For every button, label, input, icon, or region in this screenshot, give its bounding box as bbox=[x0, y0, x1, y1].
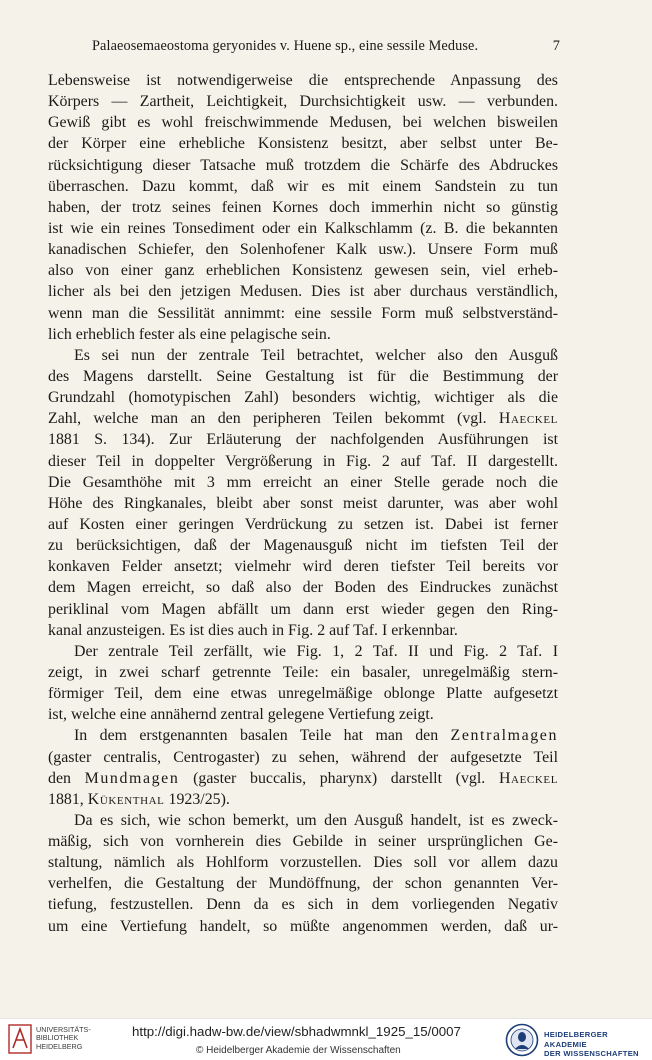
text-line: haben, der trotz seines feinen Kornes doch immerhin nicht so günstig bbox=[48, 198, 558, 216]
text-line: auf Kosten einer geringen Verdrückung zu setzen ist. Dabei ist ferner bbox=[48, 515, 558, 533]
text-fragment: 1923/25). bbox=[168, 790, 230, 808]
text-line: Der zentrale Teil zerfällt, wie Fig. 1, 2 Taf. II und Fig. 2 Taf. I bbox=[74, 642, 558, 660]
text-fragment: den bbox=[48, 769, 71, 787]
text-fragment: In dem erstgenannten basalen Teile hat man den bbox=[74, 727, 439, 745]
text-line bbox=[48, 408, 558, 429]
text-line: 1881 S. 134). Zur Erläuterung der nachfolgenden Ausführungen ist bbox=[48, 431, 558, 449]
academy-seal-icon bbox=[505, 1023, 539, 1057]
text-line bbox=[48, 768, 558, 789]
running-title: Palaeosemaeostoma geryonides v. Huene sp., eine sessile Meduse. bbox=[92, 38, 479, 54]
running-head bbox=[92, 38, 560, 55]
text-line: Grundzahl (homotypischen Zahl) besonders wichtig, wichtiger als die bbox=[48, 389, 558, 407]
text-line: mäßig, sich von vornherein dies Gebilde in seiner ursprünglichen Ge- bbox=[48, 833, 558, 851]
text-line: ist wie ein reines Tonsediment oder ein Kalkschlamm (z. B. die bekannten bbox=[48, 219, 558, 237]
text-line: überraschen. Dazu kommt, daß wir es mit einem Sandstein zu tun bbox=[48, 177, 558, 195]
text-line: licher als bei den jetzigen Medusen. Dies ist aber durchaus verständlich, bbox=[48, 283, 558, 301]
text-fragment: (gaster buccalis, pharynx) darstellt (vgl. bbox=[193, 769, 486, 787]
text-line: dem Magen erreicht, so daß also der Boden des Eindruckes zunächst bbox=[48, 579, 558, 597]
text-line: periklinal vom Magen abfällt um dann erst wieder gegen den Ring- bbox=[48, 600, 558, 618]
text-fragment: 1881, bbox=[48, 790, 84, 808]
text-line: Körpers — Zartheit, Leichtigkeit, Durchsichtigkeit usw. — verbunden. bbox=[48, 93, 558, 111]
text-line: konkaven Felder ansetzt; vielmehr wird deren tiefster Teil bereits vor bbox=[48, 558, 558, 576]
text-line: um eine Vertiefung handelt, so müßte angenommen werden, daß ur- bbox=[48, 917, 558, 935]
text-line: zeigt, in zwei scharf getrennte Teile: ein basaler, unregelmäßig stern- bbox=[48, 663, 558, 681]
text-line: des Magens darstellt. Seine Gestaltung ist für die Bestimmung der bbox=[48, 367, 558, 385]
emphasized-term: Mundmagen bbox=[84, 769, 180, 787]
page-number: 7 bbox=[552, 38, 560, 54]
text-line: Höhe des Ringkanales, bleibt aber sonst meist darunter, was aber wohl bbox=[48, 494, 558, 512]
copyright-notice: © Heidelberger Akademie der Wissenschaften bbox=[196, 1045, 401, 1056]
author-name: Kükenthal bbox=[87, 790, 165, 808]
text-fragment: Zahl, welche man an den peripheren Teilen bekommt (vgl. bbox=[48, 410, 487, 428]
text-line bbox=[48, 725, 558, 746]
text-line: Es sei nun der zentrale Teil betrachtet, welcher also den Ausguß bbox=[74, 346, 558, 364]
text-line: wenn man die Sessilität annimmt: eine sessile Form muß selbstverständ- bbox=[48, 304, 558, 322]
text-line: Da es sich, wie schon bemerkt, um den Ausguß handelt, ist es zweck- bbox=[74, 811, 558, 829]
viewer-footer bbox=[0, 1018, 652, 1060]
text-line bbox=[48, 789, 558, 810]
text-line: lich erheblich fester als eine pelagische sein. bbox=[48, 325, 331, 343]
text-line: also von einer ganz erheblichen Konsistenz gewesen sein, viel erheb- bbox=[48, 262, 558, 280]
text-line: tiefung, festzustellen. Denn da es sich in dem vorliegenden Negativ bbox=[48, 896, 558, 914]
text-line: ist, welche eine annähernd zentral gelegene Vertiefung zeigt. bbox=[48, 706, 434, 724]
text-line: zu berücksichtigen, daß der Magenausguß nicht im tiefsten Teil der bbox=[48, 537, 558, 555]
author-name: Haeckel bbox=[498, 769, 559, 787]
author-name: Haeckel bbox=[498, 410, 558, 428]
university-library-logo-icon bbox=[8, 1024, 32, 1054]
text-line: staltung, nämlich als Hohlform vorzustellen. Dies soll vor allem dazu bbox=[48, 854, 558, 872]
text-line: förmiger Teil, dem eine etwas unregelmäßige oblonge Platte aufgesetzt bbox=[48, 685, 558, 703]
text-line: verhelfen, die Gestaltung der Mundöffnung, der schon genannten Ver- bbox=[48, 875, 558, 893]
text-line: Lebensweise ist notwendigerweise die entsprechende Anpassung des bbox=[48, 72, 558, 89]
text-line: Die Gesamthöhe mit 3 mm erreicht an einer Stelle gerade noch die bbox=[48, 473, 558, 491]
text-line: kanal anzusteigen. Es ist dies auch in Fig. 2 auf Taf. I erkennbar. bbox=[48, 621, 458, 639]
text-line: der Körper eine erhebliche Konsistenz besitzt, aber selbst unter Be- bbox=[48, 135, 558, 153]
text-line: (gaster centralis, Centrogaster) zu sehen, während der aufgesetzte Teil bbox=[48, 748, 558, 766]
page-url-link[interactable]: http://digi.hadw-bw.de/view/sbhadwmnkl_1925_15/0007 bbox=[132, 1024, 461, 1039]
academy-name: HEIDELBERGER AKADEMIE DER WISSENSCHAFTEN bbox=[544, 1030, 639, 1058]
text-line: rücksichtigung dieser Tatsache muß trotzdem die Schärfe des Abdruckes bbox=[48, 156, 558, 174]
body-text bbox=[48, 70, 558, 937]
text-line: dieser Teil in doppelter Vergrößerung in Fig. 2 auf Taf. II dargestellt. bbox=[48, 452, 558, 470]
university-library-name: UNIVERSITÄTS- BIBLIOTHEK HEIDELBERG bbox=[36, 1025, 91, 1051]
text-line: Gewiß gibt es wohl freischwimmende Medusen, bei welchen bisweilen bbox=[48, 114, 558, 132]
emphasized-term: Zentralmagen bbox=[450, 727, 558, 745]
text-line: kanadischen Schiefer, den Solenhofener Kalk usw.). Unsere Form muß bbox=[48, 241, 558, 259]
